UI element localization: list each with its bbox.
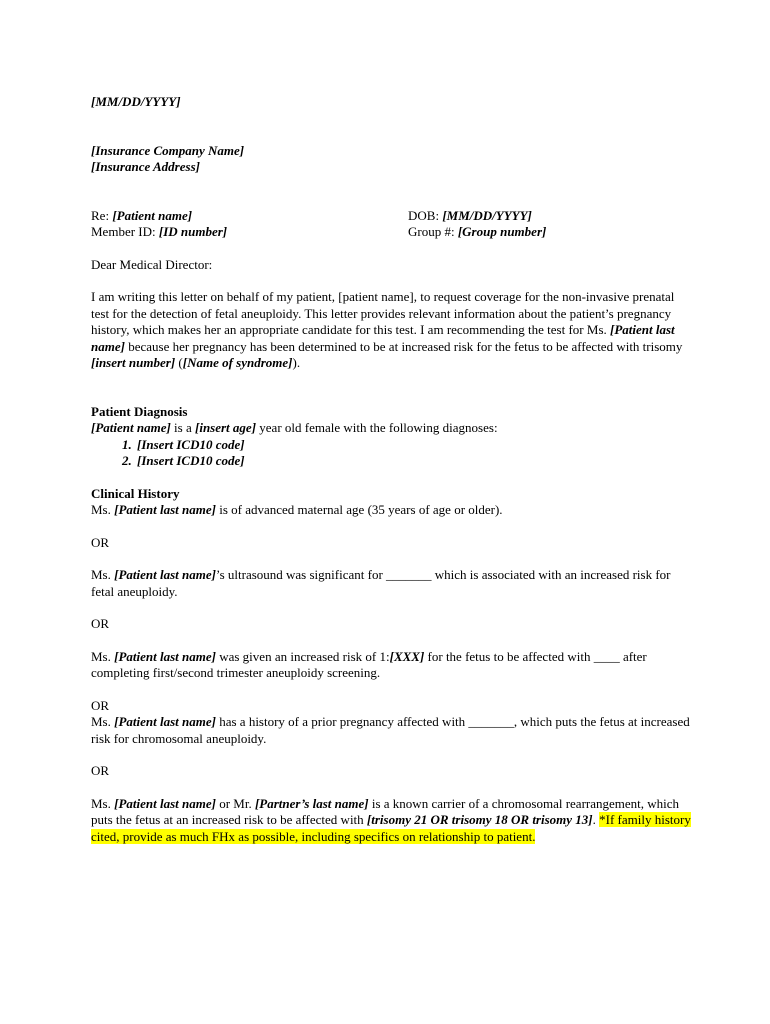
date-line xyxy=(91,94,691,111)
history-p2-text: ’s ultrasound was significant for _______ which is associated with an increased risk for fetal aneuploidy. xyxy=(91,567,671,599)
history-p5-text-a: or Mr. xyxy=(215,795,255,811)
re-patient-name: [Patient name] xyxy=(112,207,193,223)
diagnosis-patient-name: [Patient name] xyxy=(91,420,171,435)
history-p5-trisomy: [trisomy 21 OR trisomy 18 OR trisomy 13] xyxy=(366,812,593,827)
member-id-value: [ID number] xyxy=(158,224,228,239)
diagnosis-line xyxy=(91,420,691,437)
salutation: Dear Medical Director: xyxy=(91,256,213,272)
history-last-name: [Patient last name] xyxy=(114,714,216,729)
group-value: [Group number] xyxy=(457,224,547,239)
history-p3-text-b: for the fetus to be affected with ____ after completing first/second trimester aneuploidy screening. xyxy=(91,648,647,680)
diagnosis-age: [insert age] xyxy=(195,420,257,435)
intro-text-d: ). xyxy=(292,355,301,370)
family-history-note: *If family history cited, provide as much FHx as possible, including specifics on relationship to patient. xyxy=(91,812,691,844)
intro-text-a: I am writing this letter on behalf of my patient, [patient name], to request coverage for the non-invasive prenatal test for the detection of fetal aneuploidy. This letter provides relevant information about the patient’s pregnancy history, which makes her an appropriate candidate for this test. I am recommending the test for Ms. xyxy=(91,289,675,337)
history-p3-ratio: [XXX] xyxy=(389,648,425,664)
history-ms: Ms. xyxy=(91,648,115,664)
or-separator: OR xyxy=(91,763,110,778)
letter-page xyxy=(91,94,691,845)
intro-text-b: because her pregnancy has been determined to be at increased risk for the fetus to be affected with trisomy xyxy=(124,338,683,354)
history-option-2 xyxy=(91,567,691,600)
intro-syndrome: [Name of syndrome] xyxy=(182,355,293,370)
intro-paragraph xyxy=(91,289,691,372)
re-line xyxy=(91,208,408,225)
history-heading: Clinical History xyxy=(91,485,180,501)
history-p5-text-c: . xyxy=(592,812,600,827)
history-ms: Ms. xyxy=(91,502,115,517)
dob-line xyxy=(408,208,691,225)
history-last-name: [Patient last name] xyxy=(114,567,216,582)
insurer-name xyxy=(91,143,691,160)
history-ms: Ms. xyxy=(91,714,115,729)
history-ms: Ms. xyxy=(91,795,115,811)
dob-label: DOB: xyxy=(408,207,443,223)
history-p5-partner: [Partner’s last name] xyxy=(254,795,369,811)
patient-info-row-1 xyxy=(91,208,691,225)
history-ms: Ms. xyxy=(91,567,115,582)
intro-insert-number: [insert number] xyxy=(91,355,176,370)
diagnosis-heading: Patient Diagnosis xyxy=(91,403,188,419)
history-p1-text: is of advanced maternal age (35 years of age or older). xyxy=(215,502,503,517)
member-line xyxy=(91,224,408,241)
history-p4-text: has a history of a prior pregnancy affected with _______, which puts the fetus at increased risk for chromosomal aneuploidy. xyxy=(91,714,690,746)
date-placeholder: [MM/DD/YYYY] xyxy=(91,94,181,109)
insurer-address xyxy=(91,159,691,176)
insurer-address-text: [Insurance Address] xyxy=(91,159,200,174)
intro-text-c: ( xyxy=(175,355,183,370)
diagnosis-code-item: 1. [Insert ICD10 code] xyxy=(135,437,691,454)
history-p5-text-b: is a known carrier of a chromosomal rearrangement, which puts the fetus at an increased risk to be affected with xyxy=(91,795,680,827)
insurer-name-text: [Insurance Company Name] xyxy=(91,142,245,158)
intro-last-name: [Patient last name] xyxy=(91,322,675,354)
diagnosis-text-b: year old female with the following diagnoses: xyxy=(256,420,498,435)
or-separator: OR xyxy=(91,697,110,713)
group-label: Group #: xyxy=(408,224,458,239)
member-label: Member ID: xyxy=(91,224,159,239)
history-option-3 xyxy=(91,649,691,682)
dob-value: [MM/DD/YYYY] xyxy=(442,207,532,223)
history-p3-text-a: was given an increased risk of 1: xyxy=(215,648,390,664)
history-option-4 xyxy=(91,714,691,747)
re-label: Re: xyxy=(91,207,113,223)
diagnosis-code-item: 2. [Insert ICD10 code] xyxy=(135,453,691,470)
group-line xyxy=(408,224,691,241)
patient-info-row-2 xyxy=(91,224,691,241)
diagnosis-code-list xyxy=(91,437,691,470)
history-last-name: [Patient last name] xyxy=(114,502,216,517)
or-separator: OR xyxy=(91,616,110,631)
history-option-5 xyxy=(91,796,691,846)
or-separator: OR xyxy=(91,534,110,550)
diagnosis-text-a: is a xyxy=(170,420,195,435)
history-last-name: [Patient last name] xyxy=(114,795,216,811)
history-option-1 xyxy=(91,502,691,519)
history-last-name: [Patient last name] xyxy=(114,648,216,664)
